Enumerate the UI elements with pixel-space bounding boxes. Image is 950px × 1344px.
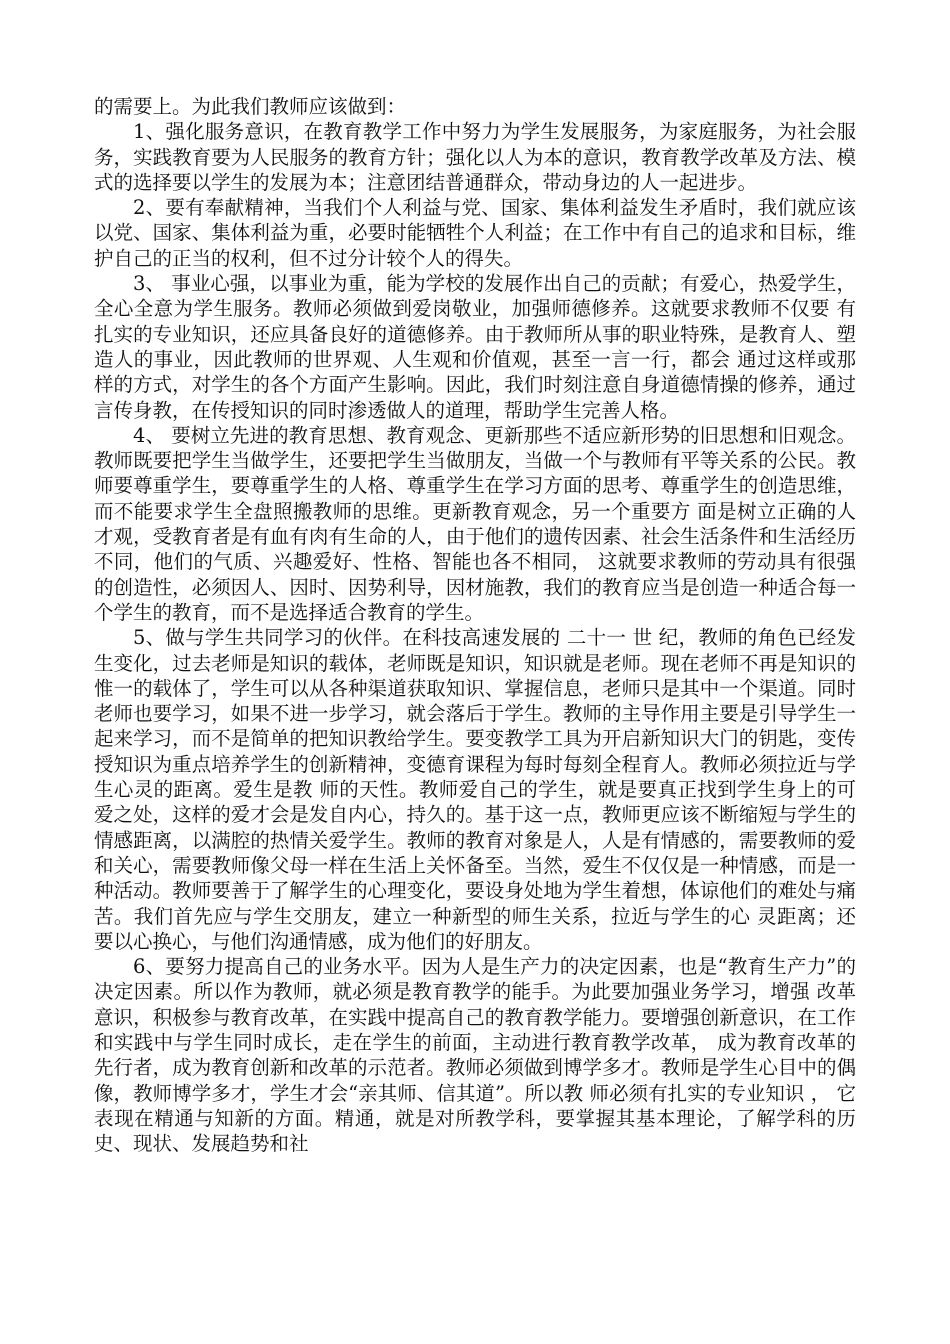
paragraph-item-4: 4、 要树立先进的教育思想、教育观念、更新那些不适应新形势的旧思想和旧观念。教师既要把学生当做学生，还要把学生当做朋友，当做一个与教师有平等关系的公民。教师要尊重学生，要尊重学生的人格、尊重学生在学习方面的思考、尊重学生的创造思维，而不能要求学生全盘照搬教师的思维。更新教育观念，另一个重要方 面是树立正确的人才观，受教育者是有血有肉有生命的人，由于他们的遗传因素、社会生活条件和生活经历不同，他们的气质、兴趣爱好、性格、智能也各不相同， 这就要求教师的劳动具有很强的创造性，必须因人、因时、因势利导，因材施教，我们的教育应当是创造一种适合每一个学生的教育，而不是选择适合教育的学生。 [94, 423, 856, 624]
document-page [94, 94, 856, 1156]
paragraph-item-3: 3、 事业心强，以事业为重，能为学校的发展作出自己的贡献；有爱心，热爱学生，全心全意为学生服务。教师必须做到爱岗敬业，加强师德修养。这就要求教师不仅要 有扎实的专业知识，还应具备良好的道德修养。由于教师所从事的职业特殊，是教育人、塑造人的事业，因此教师的世界观、人生观和价值观，甚至一言一行，都会 通过这样或那样的方式，对学生的各个方面产生影响。因此，我们时刻注意自身道德情操的修养，通过言传身教，在传授知识的同时渗透做人的道理，帮助学生完善人格。 [94, 272, 856, 422]
paragraph-item-1: 1、强化服务意识，在教育教学工作中努力为学生发展服务，为家庭服务，为社会服务，实践教育要为人民服务的教育方针；强化以人为本的意识，教育教学改革及方法、模式的选择要以学生的发展为本；注意团结普通群众，带动身边的人一起进步。 [94, 120, 856, 194]
paragraph-item-6: 6、要努力提高自己的业务水平。因为人是生产力的决定因素，也是“教育生产力”的决定因素。所以作为教师，就必须是教育教学的能手。为此要加强业务学习，增强 改革意识，积极参与教育改革，在实践中提高自己的教育教学能力。要增强创新意识，在工作和实践中与学生同时成长，走在学生的前面，主动进行教育教学改革， 成为教育改革的先行者，成为教育创新和改革的示范者。教师必须做到博学多才。教师是学生心目中的偶像，教师博学多才，学生才会“亲其师、信其道”。所以教 师必须有扎实的专业知识 ， 它表现在精通与知新的方面。精通，就是对所教学科，要掌握其基本理论，了解学科的历史、现状、发展趋势和社 [94, 955, 856, 1156]
paragraph-item-5: 5、做与学生共同学习的伙伴。在科技高速发展的 二十一 世 纪，教师的角色已经发生变化，过去老师是知识的载体，老师既是知识，知识就是老师。现在老师不再是知识的惟一的载体了，学生可以从各种渠道获取知识、掌握信息，老师只是其中一个渠道。同时老师也要学习，如果不进一步学习，就会落后于学生。教师的主导作用主要是引导学生一起来学习，而不是简单的把知识教给学生。要变教学工具为开启新知识大门的钥匙，变传授知识为重点培养学生的创新精神，变德育课程为每时每刻全程育人。教师必须拉近与学生心灵的距离。爱生是教 师的天性。教师爱自己的学生，就是要真正找到学生身上的可爱之处，这样的爱才会是发自内心，持久的。基于这一点，教师更应该不断缩短与学生的情感距离，以满腔的热情关爱学生。教师的教育对象是人，人是有情感的，需要教师的爱和关心，需要教师像父母一样在生活上关怀备至。当然，爱生不仅仅是一种情感，而是一 种活动。教师要善于了解学生的心理变化，要设身处地为学生着想，体谅他们的难处与痛苦。我们首先应与学生交朋友，建立一种新型的师生关系，拉近与学生的心 灵距离；还要以心换心，与他们沟通情感，成为他们的好朋友。 [94, 626, 856, 953]
paragraph-item-2: 2、要有奉献精神，当我们个人利益与党、国家、集体利益发生矛盾时，我们就应该以党、国家、集体利益为重，必要时能牺牲个人利益；在工作中有自己的追求和目标，维护自己的正当的权利，但不过分计较个人的得失。 [94, 196, 856, 270]
paragraph-intro: 的需要上。为此我们教师应该做到： [94, 95, 407, 118]
